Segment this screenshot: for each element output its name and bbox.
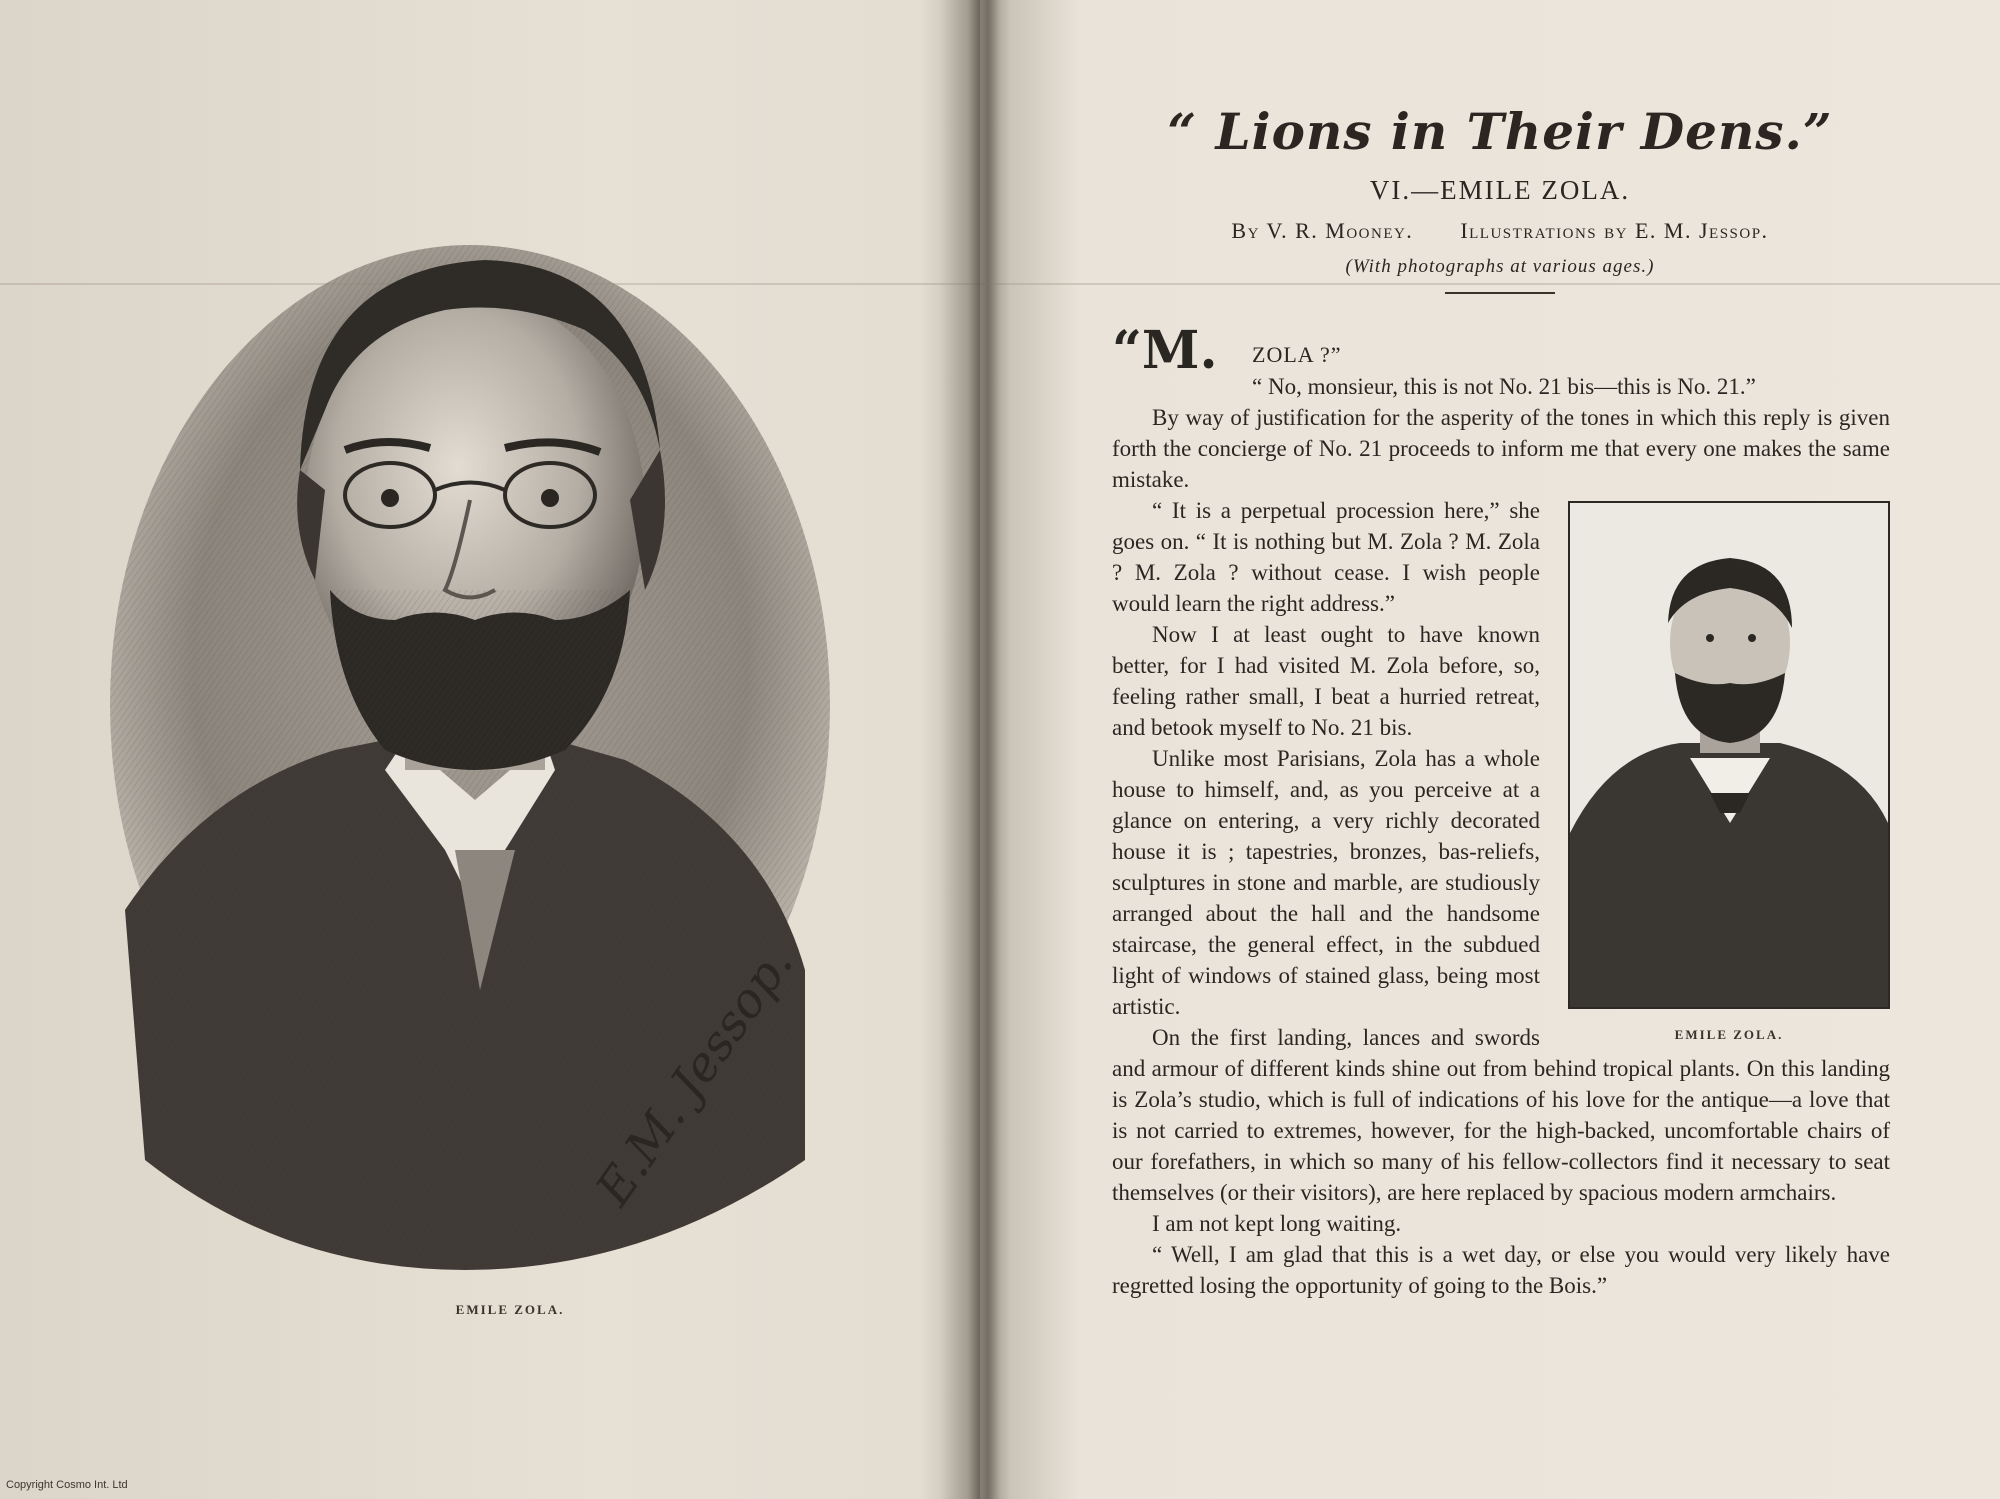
illustrator-credit: Illustrations by E. M. Jessop. — [1460, 218, 1769, 243]
paragraph: “ No, monsieur, this is not No. 21 bis—this is No. 21.” — [1252, 374, 1756, 399]
copyright-notice: Copyright Cosmo Int. Ltd — [6, 1479, 128, 1491]
article-body — [1112, 320, 1890, 1301]
paragraph: “ Well, I am glad that this is a wet day, or else you would very likely have regretted losing the opportunity of going to the Bois.” — [1112, 1242, 1890, 1298]
article-subtitle: VI.—EMILE ZOLA. — [1369, 175, 1631, 205]
paragraph: By way of justification for the asperity of the tones in which this reply is given forth the concierge of No. 21 proceeds to inform me that every one makes the same mistake. — [1112, 405, 1890, 492]
inset-caption: EMILE ZOLA. — [1674, 1027, 1784, 1042]
portrait-caption: EMILE ZOLA. — [455, 1302, 565, 1317]
article-header — [1110, 90, 1890, 294]
paragraph: On the first landing, lances and swords and armour of different kinds shine out from behind tropical plants. On this landing is Zola’s studio, which is full of indications of his love for the antique—a love that is not carried to extremes, however, for the high-backed, uncomfortable chairs of our forefathers, in which so many of his fellow-collectors find it necessary to seat themselves (or their visitors), are here replaced by spacious modern armchairs. — [1112, 1025, 1890, 1205]
artist-signature: E.M. Jessop. — [585, 936, 805, 1216]
portrait-illustration — [85, 150, 865, 1300]
inset-photo — [1568, 501, 1890, 1050]
gutter-shadow-right — [980, 0, 1010, 1499]
paragraph: Now I at least ought to have known better, for I had visited M. Zola before, so, feeling rather small, I beat a hurried retreat, and betook myself to No. 21 bis. — [1112, 622, 1540, 740]
opening-text: ZOLA ?” — [1252, 342, 1342, 367]
author-credit: By V. R. Mooney. — [1231, 218, 1414, 243]
header-rule — [1445, 292, 1555, 294]
paragraph: I am not kept long waiting. — [1152, 1211, 1402, 1236]
inset-photo-frame — [1568, 501, 1890, 1009]
series-title: “ Lions in Their Dens.” — [1167, 102, 1833, 161]
byline — [1110, 218, 1890, 244]
paragraph: Unlike most Parisians, Zola has a whole house to himself, and, as you perceive at a glance on entering, a very richly decorated house it is ; tapestries, bronzes, bas-reliefs, sculptures in stone and marble, are studiously arranged about the hall and the handsome staircase, the general effect, in the subdued light of windows of stained glass, being most artistic. — [1112, 746, 1540, 1019]
photo-note: (With photographs at various ages.) — [1345, 256, 1655, 277]
paragraph: “ It is a perpetual procession here,” she goes on. “ It is nothing but M. Zola ? M. Zola ? M. Zola ? without cease. I wish people would learn the right address.” — [1112, 498, 1540, 616]
photo-image — [1570, 503, 1888, 1007]
gutter-shadow — [940, 0, 980, 1499]
portrait-engraving — [85, 150, 865, 1300]
opening-line — [1112, 320, 1890, 405]
drop-cap: “M. — [1112, 320, 1218, 381]
